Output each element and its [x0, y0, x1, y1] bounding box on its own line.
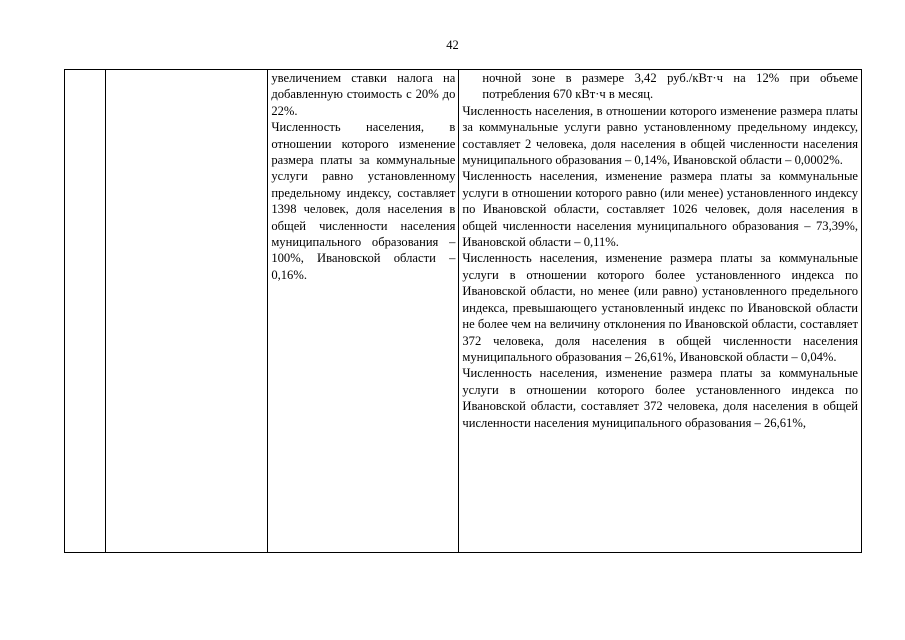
- document-table: [64, 69, 862, 553]
- cell4-paragraph-4: Численность населения, изменение размера платы за коммунальные услуги в отношении которого более установленного индекса по Ивановской области, но менее (или равно) установленного предельного индекса, превышающего установленный индекс по Ивановской области не более чем на величину отклонения по Ивановской области, составляет 372 человека, доля населения в общей численности населения муниципального образования – 26,61%, Ивановской области – 0,04%.: [462, 251, 858, 364]
- page-number: 42: [446, 38, 459, 52]
- cell3-paragraph-1: увеличением ставки налога на добавленную стоимость с 20% до 22%.: [271, 71, 456, 118]
- table-cell-2: [105, 70, 267, 553]
- cell4-paragraph-2: Численность населения, в отношении которого изменение размера платы за коммунальные услуги равно установленному предельному индексу, составляет 2 человека, доля населения в общей численности населения муниципального образования – 0,14%, Ивановской области – 0,0002%.: [462, 103, 858, 168]
- cell4-paragraph-1: ночной зоне в размере 3,42 руб./кВт·ч на 12% при объеме потребления 670 кВт·ч в месяц.: [482, 71, 858, 102]
- table-row: [65, 70, 862, 553]
- cell4-paragraph-5: Численность населения, изменение размера платы за коммунальные услуги в отношении которого более установленного индекса по Ивановской области, составляет 372 человека, доля населения в общей численности населения муниципального образования – 26,61%,: [462, 366, 858, 430]
- table-cell-1: [65, 70, 106, 553]
- table-cell-3: [268, 70, 459, 553]
- table-cell-4: [459, 70, 862, 553]
- cell4-paragraph-3: Численность населения, изменение размера платы за коммунальные услуги в отношении которого равно (или менее) установленного индексу по Ивановской области, составляет 1026 человек, доля населения в общей численности населения муниципального образования – 73,39%, Ивановской области – 0,11%.: [462, 169, 858, 250]
- cell3-paragraph-2: Численность населения, в отношении которого изменение размера платы за коммунальные услуги равно установленному предельному индексу, составляет 1398 человек, доля населения в общей численности населения муниципального образования – 100%, Ивановской области – 0,16%.: [271, 120, 456, 282]
